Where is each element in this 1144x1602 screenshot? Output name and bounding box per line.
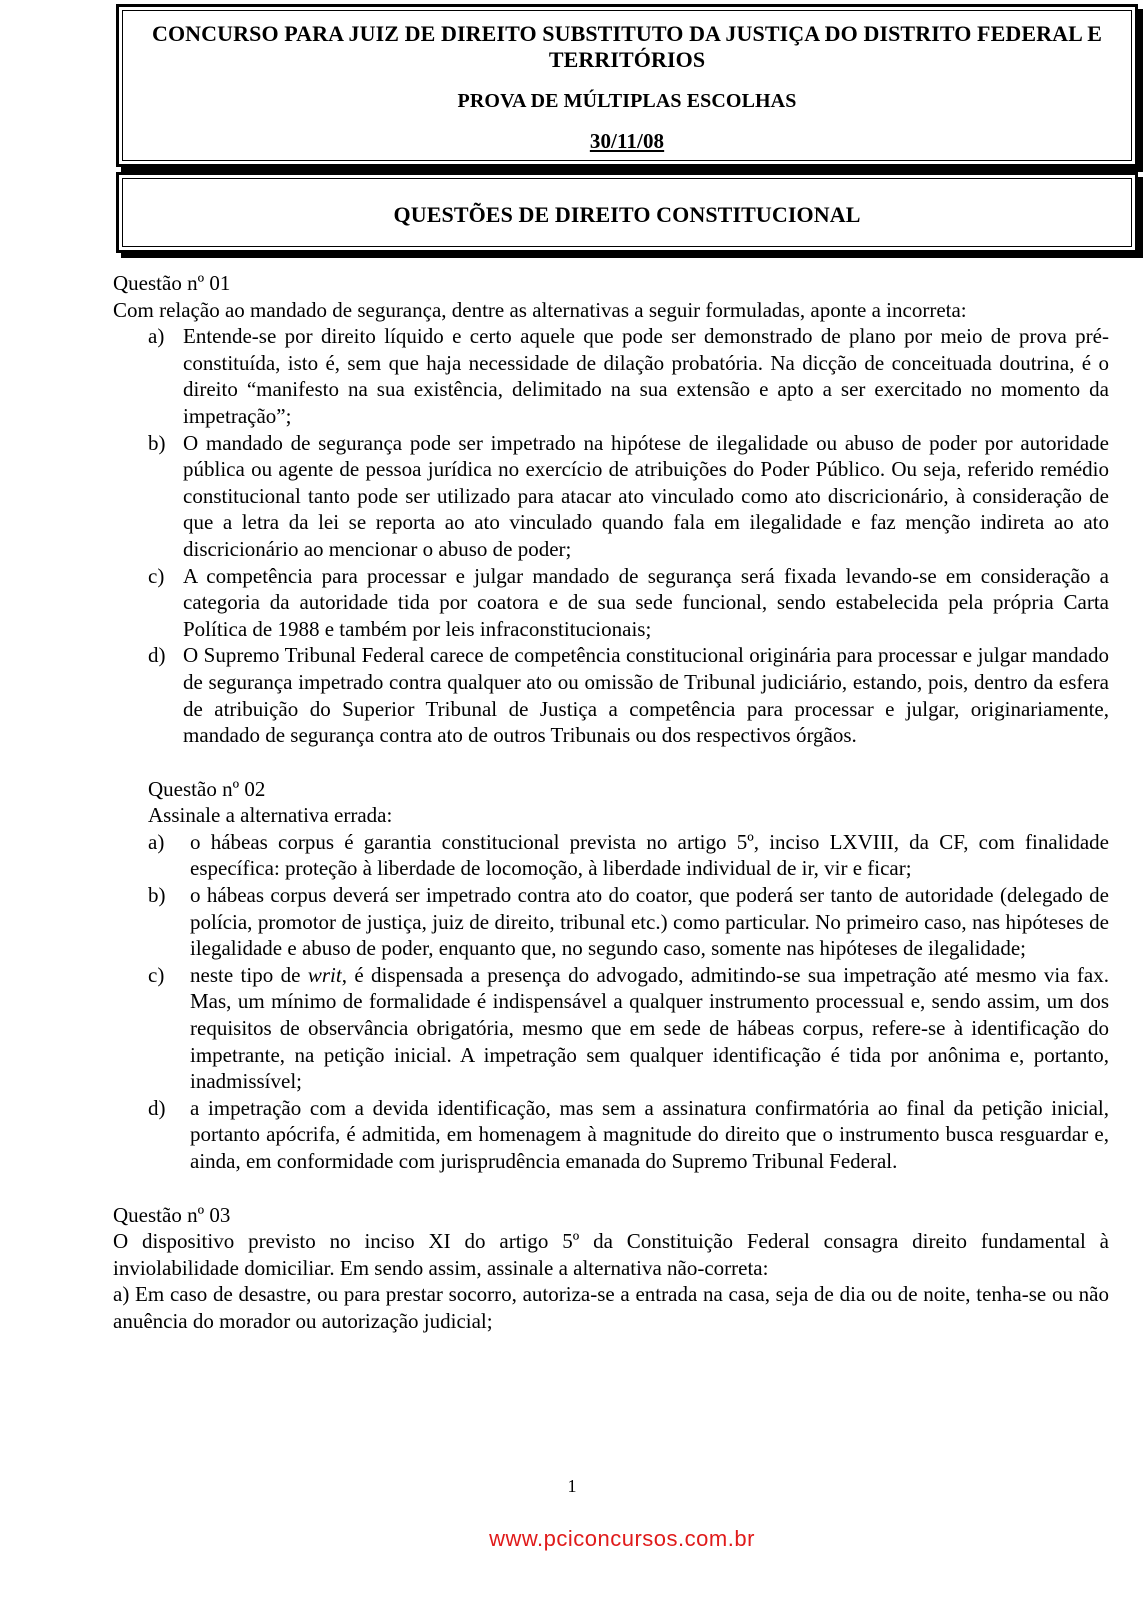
question-title: Questão nº 01 bbox=[113, 271, 231, 295]
exam-title: CONCURSO PARA JUIZ DE DIREITO SUBSTITUTO DA JUSTIÇA DO DISTRITO FEDERAL E TERRITÓRIOS bbox=[151, 21, 1103, 72]
option-text: o hábeas corpus é garantia constitucional prevista no artigo 5º, inciso LXVIII, da CF, com finalidade específica: proteção à liberdade de locomoção, à liberdade individual de ir, vir e ficar; bbox=[190, 829, 1109, 881]
option-c bbox=[113, 962, 1109, 1095]
question-prompt: Assinale a alternativa errada: bbox=[148, 803, 393, 828]
option-letter: d) bbox=[148, 643, 166, 668]
option-d bbox=[113, 1095, 1109, 1175]
option-text-part: , é dispensada a presença do advogado, admitindo-se sua impetração até mesmo via fax. Mas, um mínimo de formalidade é indispensável a qualquer instrumento processual e, sendo assim, um dos requisitos de observância obrigatória, mesmo que em sede de hábeas corpus, refere-se à identificação do impetrante, na petição inicial. A impetração sem qualquer identificação é tida por anônima e, portanto, inadmissível; bbox=[190, 962, 1109, 1094]
option-text: O Supremo Tribunal Federal carece de competência constitucional originária para processar e julgar mandado de segurança impetrado contra qualquer ato ou omissão de Tribunal judiciário, estando, pois, dentro da esfera de atribuição do Superior Tribunal de Justiça a competência para processar e julgar, originariamente, mandado de segurança contra ato de outros Tribunais ou dos respectivos órgãos. bbox=[183, 643, 1109, 748]
option-b bbox=[113, 882, 1109, 962]
question-2 bbox=[113, 776, 1109, 1175]
question-prompt: O dispositivo previsto no inciso XI do artigo 5º da Constituição Federal consagra direito fundamental à inviolabilidade domiciliar. Em sendo assim, assinale a alternativa não-correta: bbox=[113, 1229, 1109, 1280]
option-letter: d) bbox=[148, 1095, 166, 1120]
option-a bbox=[113, 829, 1109, 882]
option-letter: c) bbox=[148, 962, 165, 987]
option-text bbox=[190, 963, 1109, 1093]
option-text: A competência para processar e julgar mandado de segurança será fixada levando-se em consideração a categoria da autoridade tida por coatora e de sua sede funcional, sendo estabelecida pela própria Carta Política de 1988 e também por leis infraconstitucionais; bbox=[183, 563, 1109, 641]
spacer bbox=[113, 1175, 1109, 1202]
option-letter: b) bbox=[148, 430, 166, 455]
option-letter: a) bbox=[148, 324, 165, 349]
section-title: QUESTÕES DE DIREITO CONSTITUCIONAL bbox=[393, 202, 861, 227]
option-text: a impetração com a devida identificação, mas sem a assinatura confirmatória ao final da petição inicial, portanto apócrifa, é admitida, em homenagem à magnitude do direito que o instrumento busca resguardar e, ainda, em conformidade com jurisprudência emanada do Supremo Tribunal Federal. bbox=[190, 1095, 1109, 1173]
question-prompt: Com relação ao mandado de segurança, dentre as alternativas a seguir formuladas, aponte a incorreta: bbox=[113, 297, 967, 322]
exam-date: 30/11/08 bbox=[589, 129, 665, 153]
option-letter: b) bbox=[148, 883, 166, 908]
option-text-part: neste tipo de bbox=[190, 962, 308, 987]
question-1 bbox=[113, 270, 1109, 749]
exam-header-box bbox=[116, 4, 1138, 167]
spacer bbox=[113, 749, 1109, 776]
section-title-box bbox=[116, 172, 1138, 253]
option-d bbox=[113, 642, 1109, 748]
option-letter: c) bbox=[148, 563, 165, 588]
option-letter: a) bbox=[148, 829, 165, 854]
site-url: www.pciconcursos.com.br bbox=[489, 1526, 755, 1551]
option-b bbox=[113, 430, 1109, 563]
question-3 bbox=[113, 1202, 1109, 1335]
document-body bbox=[113, 270, 1109, 1335]
option-c bbox=[113, 563, 1109, 643]
option-a bbox=[113, 323, 1109, 429]
option-text: Entende-se por direito líquido e certo aquele que pode ser demonstrado de plano por meio de prova pré-constituída, isto é, sem que haja necessidade de dilação probatória. Na dicção de conceituada doutrina, é o direito “manifesto na sua existência, delimitado na sua extensão e apto a ser exercitado no momento da impetração”; bbox=[183, 324, 1109, 428]
page-number: 1 bbox=[567, 1476, 577, 1496]
question-title: Questão nº 03 bbox=[113, 1202, 231, 1227]
option-text: O mandado de segurança pode ser impetrado na hipótese de ilegalidade ou abuso de poder por autoridade pública ou agente de pessoa jurídica no exercício de atribuições do Poder Público. Ou seja, referido remédio constitucional tanto pode ser utilizado para atacar ato vinculado como ato discricionário, à consideração de que a letra da lei se reporta ao ato vinculado quando fala em ilegalidade e faz menção indireta ao ato discricionário ao mencionar o abuso de poder; bbox=[183, 430, 1109, 561]
option-text: o hábeas corpus deverá ser impetrado contra ato do coator, que poderá ser tanto de autoridade (delegado de polícia, promotor de justiça, juiz de direito, tribunal etc.) como particular. No primeiro caso, nas hipóteses de ilegalidade e abuso de poder, enquanto que, no segundo caso, somente nas hipóteses de ilegalidade; bbox=[190, 883, 1109, 961]
option-text-italic: writ bbox=[307, 962, 342, 987]
question-title: Questão nº 02 bbox=[148, 776, 266, 801]
option-a: a) Em caso de desastre, ou para prestar socorro, autoriza-se a entrada na casa, seja de dia ou de noite, tenha-se ou não anuência do morador ou autorização judicial; bbox=[113, 1282, 1109, 1333]
exam-subtitle: PROVA DE MÚLTIPLAS ESCOLHAS bbox=[457, 90, 797, 112]
